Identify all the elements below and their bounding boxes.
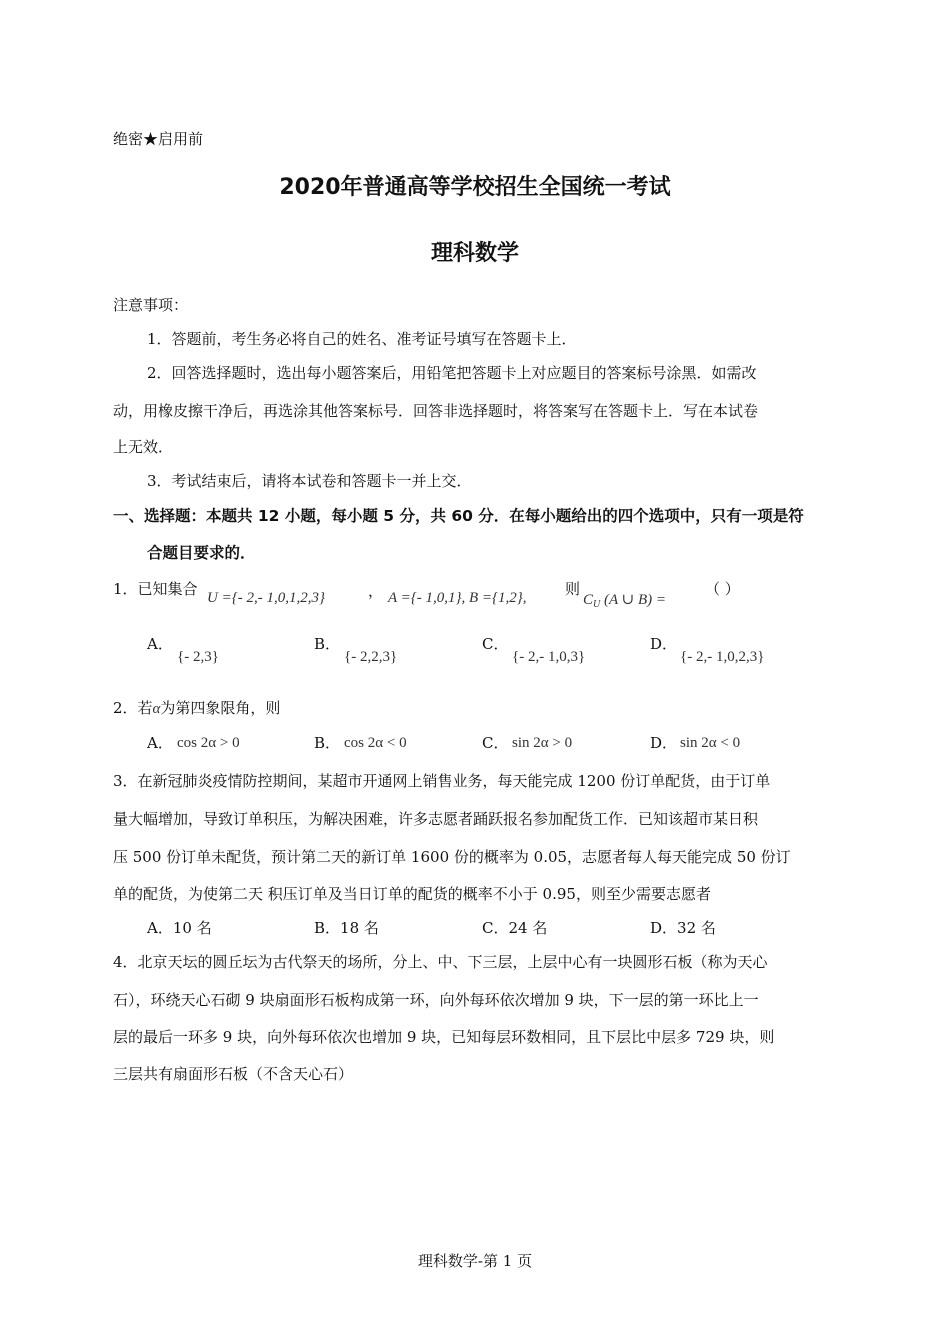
- q2-option-c-label: C．: [482, 734, 509, 752]
- q3-option-c-value: 24 名: [508, 919, 548, 937]
- q1-comma: ，: [368, 582, 384, 600]
- q3-line-3: 压 500 份订单未配货，预计第二天的新订单 1600 份的概率为 0.05，志愿者每人每天能完成 50 份订: [113, 848, 791, 866]
- q1-complement-rest: (A ∪ B) =: [604, 592, 666, 608]
- q4-line-3: 层的最后一环多 9 块，向外每环依次也增加 9 块，已知每层环数相同，且下层比中层多 729 块，则: [113, 1028, 775, 1046]
- q3-line-1: 3．在新冠肺炎疫情防控期间，某超市开通网上销售业务，每天能完成 1200 份订单配货，由于订单: [113, 772, 771, 790]
- q3-option-c: [482, 917, 547, 938]
- q2-option-a-value: cos 2α > 0: [177, 735, 240, 751]
- q1-option-b-label: B．: [314, 635, 341, 653]
- q2-option-d-label: D．: [650, 734, 678, 752]
- q2-option-c-value: sin 2α > 0: [512, 735, 573, 751]
- q1-set-a-b: A ={- 1,0,1}, B ={1,2},: [388, 590, 527, 606]
- secret-label: 绝密★启用前: [113, 130, 204, 148]
- notice-item-2-cont: 动，用橡皮擦干净后，再选涂其他答案标号．回答非选择题时，将答案写在答题卡上．写在本试卷: [113, 402, 759, 420]
- q2-option-a-label: A．: [147, 734, 173, 752]
- q3-option-c-label: C．: [482, 919, 509, 937]
- q1-option-c-label: C．: [482, 635, 509, 653]
- q1-answer-paren: （ ）: [705, 580, 740, 598]
- q2-option-b-label: B．: [314, 734, 341, 752]
- q3-option-b-value: 18 名: [340, 919, 379, 937]
- q1-option-d-value: {- 2,- 1,0,2,3}: [680, 649, 765, 665]
- q1-complement-c: C: [583, 592, 594, 608]
- q1-set-u: U ={- 2,- 1,0,1,2,3}: [207, 590, 325, 606]
- q3-option-a-label: A．: [147, 919, 173, 937]
- q3-option-a-value: 10 名: [172, 919, 212, 937]
- q3-option-d: [650, 917, 716, 938]
- q1-option-c-value: {- 2,- 1,0,3}: [512, 649, 586, 665]
- notice-item-2-end: 上无效．: [113, 438, 174, 456]
- notice-heading: 注意事项：: [113, 296, 189, 314]
- q1-then: 则: [565, 580, 581, 598]
- q3-option-d-value: 32 名: [677, 919, 716, 937]
- q3-option-b-label: B．: [314, 919, 341, 937]
- q4-line-4: 三层共有扇面形石板（不含天心石）: [113, 1065, 354, 1083]
- q1-option-a-value: {- 2,3}: [177, 649, 219, 665]
- subject-title: 理科数学: [430, 241, 519, 266]
- section-heading-cont: 合题目要求的．: [147, 544, 256, 562]
- exam-title: 2020年普通高等学校招生全国统一考试: [279, 175, 671, 200]
- q4-line-1: 4．北京天坛的圆丘坛为古代祭天的场所，分上、中、下三层，上层中心有一块圆形石板（称为天心: [113, 953, 768, 971]
- q2-alpha: α: [152, 701, 161, 717]
- q2-prefix: 2．若: [113, 699, 153, 717]
- q3-line-4: 单的配货，为使第二天 积压订单及当日订单的配货的概率不小于 0.95，则至少需要志愿者: [113, 885, 711, 903]
- q1-complement-sub: U: [593, 599, 601, 610]
- section-heading: 一、选择题：本题共 12 小题，每小题 5 分，共 60 分．在每小题给出的四个选项中，只有一项是符: [113, 507, 804, 525]
- q1-option-d-label: D．: [650, 635, 678, 653]
- q3-option-a: [147, 917, 212, 938]
- q3-option-d-label: D．: [650, 919, 678, 937]
- q2-stem: [113, 697, 280, 718]
- notice-item-2: 2．回答选择题时，选出每小题答案后，用铅笔把答题卡上对应题目的答案标号涂黑．如需改: [147, 364, 757, 382]
- q4-line-2: 石），环绕天心石砌 9 块扇面形石板构成第一环，向外每环依次增加 9 块，下一层的第一环比上一: [113, 991, 759, 1009]
- q2-option-d-value: sin 2α < 0: [680, 735, 741, 751]
- q2-option-b-value: cos 2α < 0: [344, 735, 407, 751]
- notice-item-1: 1．答题前，考生务必将自己的姓名、准考证号填写在答题卡上．: [147, 330, 577, 348]
- q1-prefix: 1．已知集合: [113, 580, 198, 598]
- q3-line-2: 量大幅增加，导致订单积压，为解决困难，许多志愿者踊跃报名参加配货工作．已知该超市某日积: [113, 810, 759, 828]
- q1-option-a-label: A．: [147, 635, 173, 653]
- q3-option-b: [314, 917, 379, 938]
- q1-option-b-value: {- 2,2,3}: [344, 649, 398, 665]
- page-footer: 理科数学-第 1 页: [417, 1252, 533, 1270]
- q2-suffix: 为第四象限角，则: [160, 699, 281, 717]
- notice-item-3: 3．考试结束后，请将本试卷和答题卡一并上交．: [147, 472, 472, 490]
- q1-complement-expr: [583, 590, 666, 610]
